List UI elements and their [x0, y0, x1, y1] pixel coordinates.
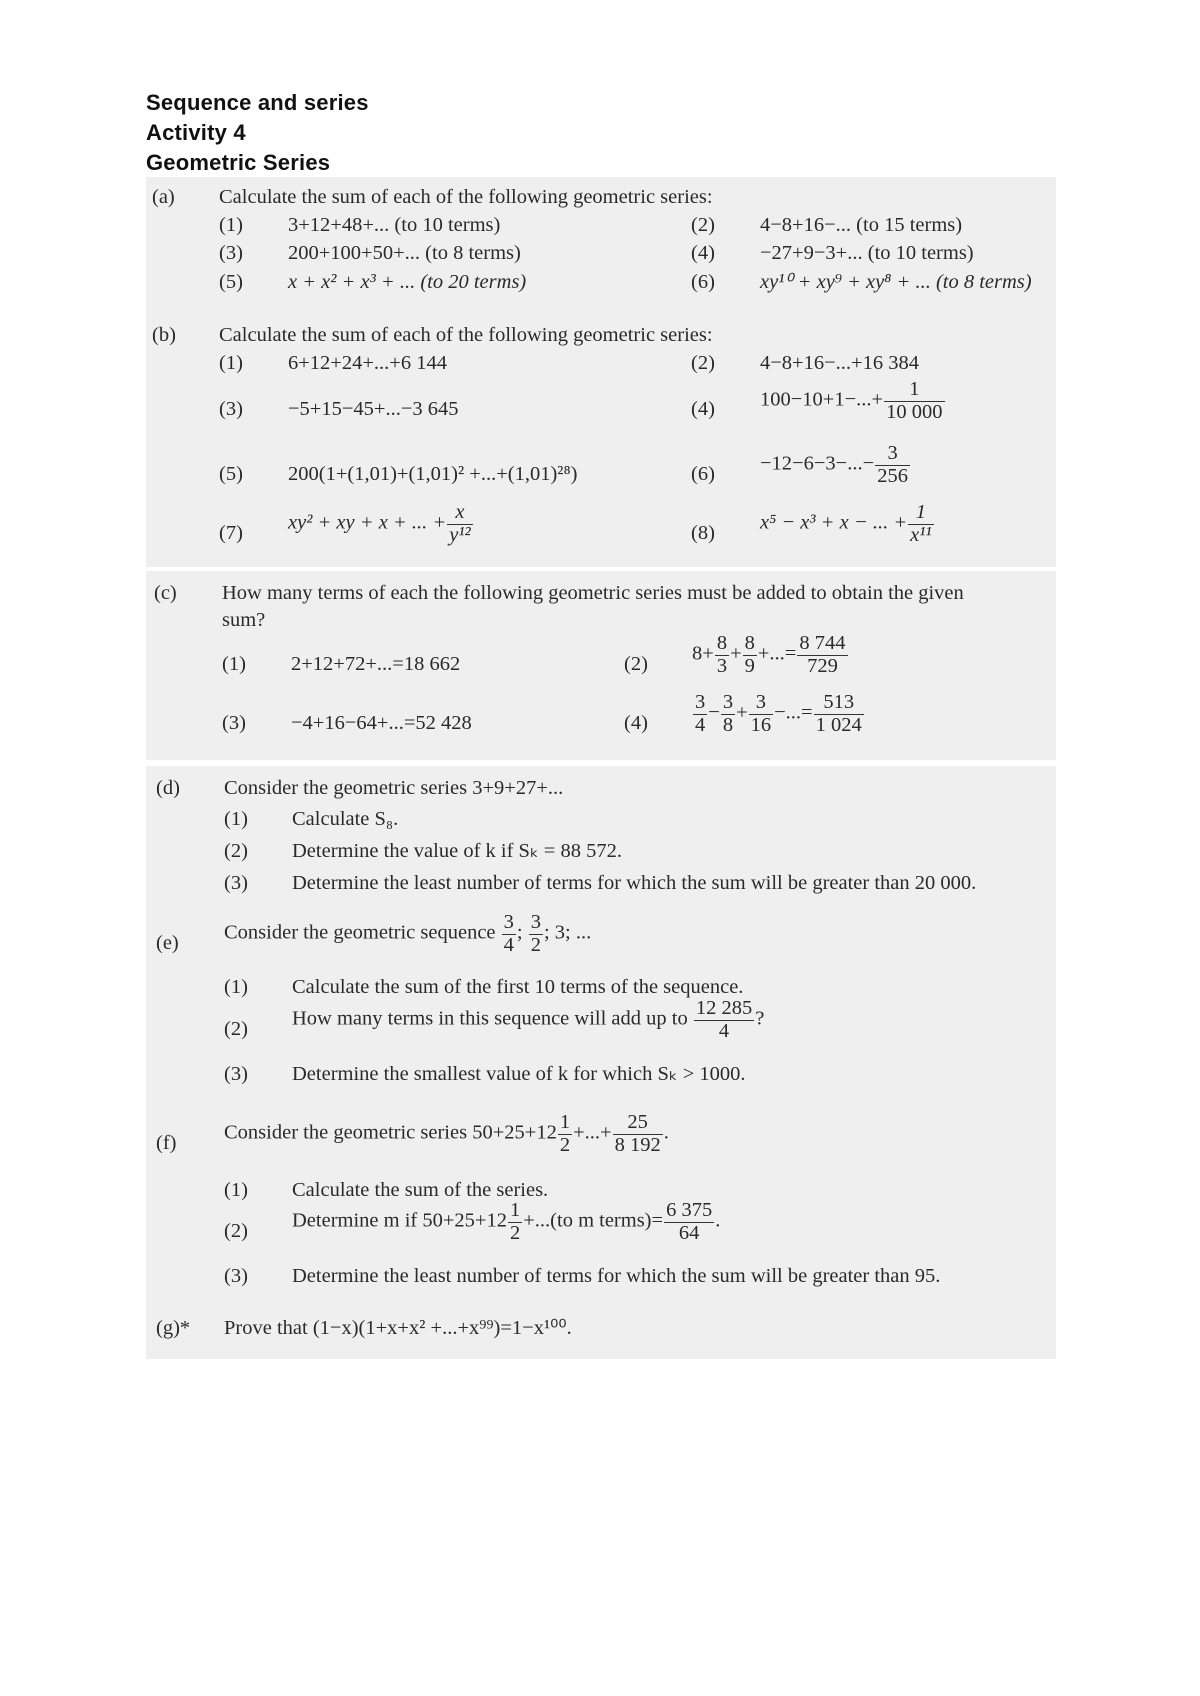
- section-intro: Consider the geometric series 3+9+27+...: [224, 777, 564, 799]
- fraction: $\frac{8}{3}$: [716, 632, 728, 677]
- fraction: $\frac{3}{16}$: [750, 691, 772, 736]
- item-text: 6+12+24+...+6 144: [288, 352, 447, 374]
- fraction: $\frac{1}{\text{x¹¹}}$: [910, 501, 932, 546]
- item-number: (3): [219, 242, 243, 264]
- item-expression: x⁵ − x³ + x − ... + $\frac{1}{\text{x¹¹}}$: [760, 501, 932, 546]
- item-expression: xy² + xy + x + ... + $\frac{x}{\text{y¹²}}$: [288, 501, 471, 546]
- page-title-line1: Sequence and series: [146, 90, 369, 115]
- item-expression: −12−6−3−...− $\frac{3}{256}$: [760, 442, 908, 487]
- page-title-line2: Activity 4: [146, 120, 246, 145]
- fraction: $\frac{6 375}{64}$: [666, 1199, 713, 1244]
- item-number: (2): [624, 653, 648, 675]
- fraction: $\frac{1}{2}$: [509, 1199, 521, 1244]
- item-text: 3+12+48+... (to 10 terms): [288, 214, 501, 236]
- item-number: (3): [219, 398, 243, 420]
- fraction: $\frac{8}{9}$: [744, 632, 755, 677]
- section-d-g: [146, 766, 1056, 1359]
- fraction: $\frac{25}{8 192}$: [614, 1111, 661, 1156]
- item-text: 200(1+(1,01)+(1,01)² +...+(1,01)²⁸): [288, 463, 578, 485]
- fraction: $\frac{3}{8}$: [722, 691, 734, 736]
- item-number: (4): [691, 242, 715, 264]
- section-label: (b): [152, 324, 176, 346]
- item-text: Calculate the sum of the series.: [292, 1179, 549, 1201]
- item-number: (6): [691, 463, 715, 485]
- item-number: (3): [224, 1265, 248, 1287]
- section-label: (g)*: [156, 1317, 191, 1339]
- item-number: (2): [691, 352, 715, 374]
- item-number: (5): [219, 271, 243, 293]
- section-instruction: sum?: [222, 609, 266, 631]
- section-label: (c): [154, 582, 177, 604]
- item-number: (3): [224, 872, 248, 894]
- item-number: (8): [691, 522, 715, 544]
- item-text: −4+16−64+...=52 428: [291, 712, 472, 734]
- item-number: (1): [222, 653, 246, 675]
- item-text: 2+12+72+...=18 662: [291, 653, 461, 675]
- fraction: $\frac{1}{2}$: [559, 1111, 571, 1156]
- item-text: 200+100+50+... (to 8 terms): [288, 242, 521, 264]
- item-expression: $\frac{3}{4}$ − $\frac{3}{8}$ + $\frac{3}{16}$ −...= $\frac{513}{1 024}$: [695, 691, 862, 736]
- item-number: (1): [224, 808, 248, 830]
- item-number: (1): [224, 1179, 248, 1201]
- item-number: (2): [691, 214, 715, 236]
- item-number: (7): [219, 522, 243, 544]
- section-intro: Consider the geometric series 50+25+12 $\frac{1}{2}$ +...+ $\frac{25}{8 192}$ .: [224, 1111, 669, 1156]
- item-text: 4−8+16−... (to 15 terms): [760, 214, 963, 236]
- item-number: (1): [224, 976, 248, 998]
- item-number: (3): [224, 1063, 248, 1085]
- item-expression: Determine m if 50+25+12 $\frac{1}{2}$ +...(to m terms)= $\frac{6 375}{64}$ .: [292, 1199, 721, 1244]
- section-label: (a): [152, 186, 175, 208]
- proof-statement: Prove that (1−x)(1+x+x² +...+x⁹⁹)=1−x¹⁰⁰.: [224, 1317, 572, 1339]
- fraction: $\frac{513}{1 024}$: [815, 691, 862, 736]
- item-text: Determine the least number of terms for which the sum will be greater than 95.: [292, 1265, 941, 1287]
- item-number: (2): [224, 840, 248, 862]
- fraction: $\frac{12 285}{4}$: [695, 997, 753, 1042]
- section-instruction: How many terms of each the following geometric series must be added to obtain the given: [222, 582, 964, 604]
- item-number: (1): [219, 214, 243, 236]
- item-expression: How many terms in this sequence will add up to $\frac{12 285}{4}$ ?: [292, 997, 765, 1042]
- item-text: −5+15−45+...−3 645: [288, 398, 459, 420]
- item-text: Determine the least number of terms for which the sum will be greater than 20 000.: [292, 872, 977, 894]
- item-text: x + x² + x³ + ... (to 20 terms): [288, 271, 527, 293]
- fraction: $\frac{8 744}{729}$: [799, 632, 846, 677]
- item-number: (2): [224, 1220, 248, 1242]
- section-label: (e): [156, 932, 179, 954]
- fraction: $\frac{3}{2}$: [530, 911, 541, 956]
- item-text: Calculate S₈.: [292, 808, 399, 830]
- item-number: (2): [224, 1018, 248, 1040]
- item-number: (4): [624, 712, 648, 734]
- section-label: (d): [156, 777, 180, 799]
- item-text: 4−8+16−...+16 384: [760, 352, 919, 374]
- item-text: xy¹⁰ + xy⁹ + xy⁸ + ... (to 8 terms): [760, 271, 1032, 293]
- section-c: [146, 571, 1056, 760]
- fraction: $\frac{3}{256}$: [877, 442, 908, 487]
- item-expression: 100−10+1−...+ $\frac{1}{10 000}$: [760, 378, 943, 423]
- item-number: (5): [219, 463, 243, 485]
- item-text: Determine the value of k if Sₖ = 88 572.: [292, 840, 622, 862]
- item-number: (6): [691, 271, 715, 293]
- item-number: (3): [222, 712, 246, 734]
- item-text: Calculate the sum of the first 10 terms of the sequence.: [292, 976, 744, 998]
- section-label: (f): [156, 1132, 177, 1154]
- item-number: (1): [219, 352, 243, 374]
- item-text: Determine the smallest value of k for which Sₖ > 1000.: [292, 1063, 746, 1085]
- page-title-line3: Geometric Series: [146, 150, 331, 175]
- section-a: [146, 177, 1056, 567]
- fraction: $\frac{3}{4}$: [695, 691, 706, 736]
- fraction: $\frac{3}{4}$: [503, 911, 514, 956]
- item-text: −27+9−3+... (to 10 terms): [760, 242, 974, 264]
- fraction: $\frac{1}{10 000}$: [886, 378, 943, 423]
- section-instruction: Calculate the sum of each of the following geometric series:: [219, 186, 713, 208]
- fraction: $\frac{x}{\text{y¹²}}$: [449, 501, 471, 546]
- item-expression: 8+ $\frac{8}{3}$ + $\frac{8}{9}$ +...= $\frac{8 744}{729}$: [692, 632, 846, 677]
- item-number: (4): [691, 398, 715, 420]
- section-instruction: Calculate the sum of each of the following geometric series:: [219, 324, 713, 346]
- section-intro: Consider the geometric sequence $\frac{3}{4}$ ; $\frac{3}{2}$ ; 3; ...: [224, 911, 592, 956]
